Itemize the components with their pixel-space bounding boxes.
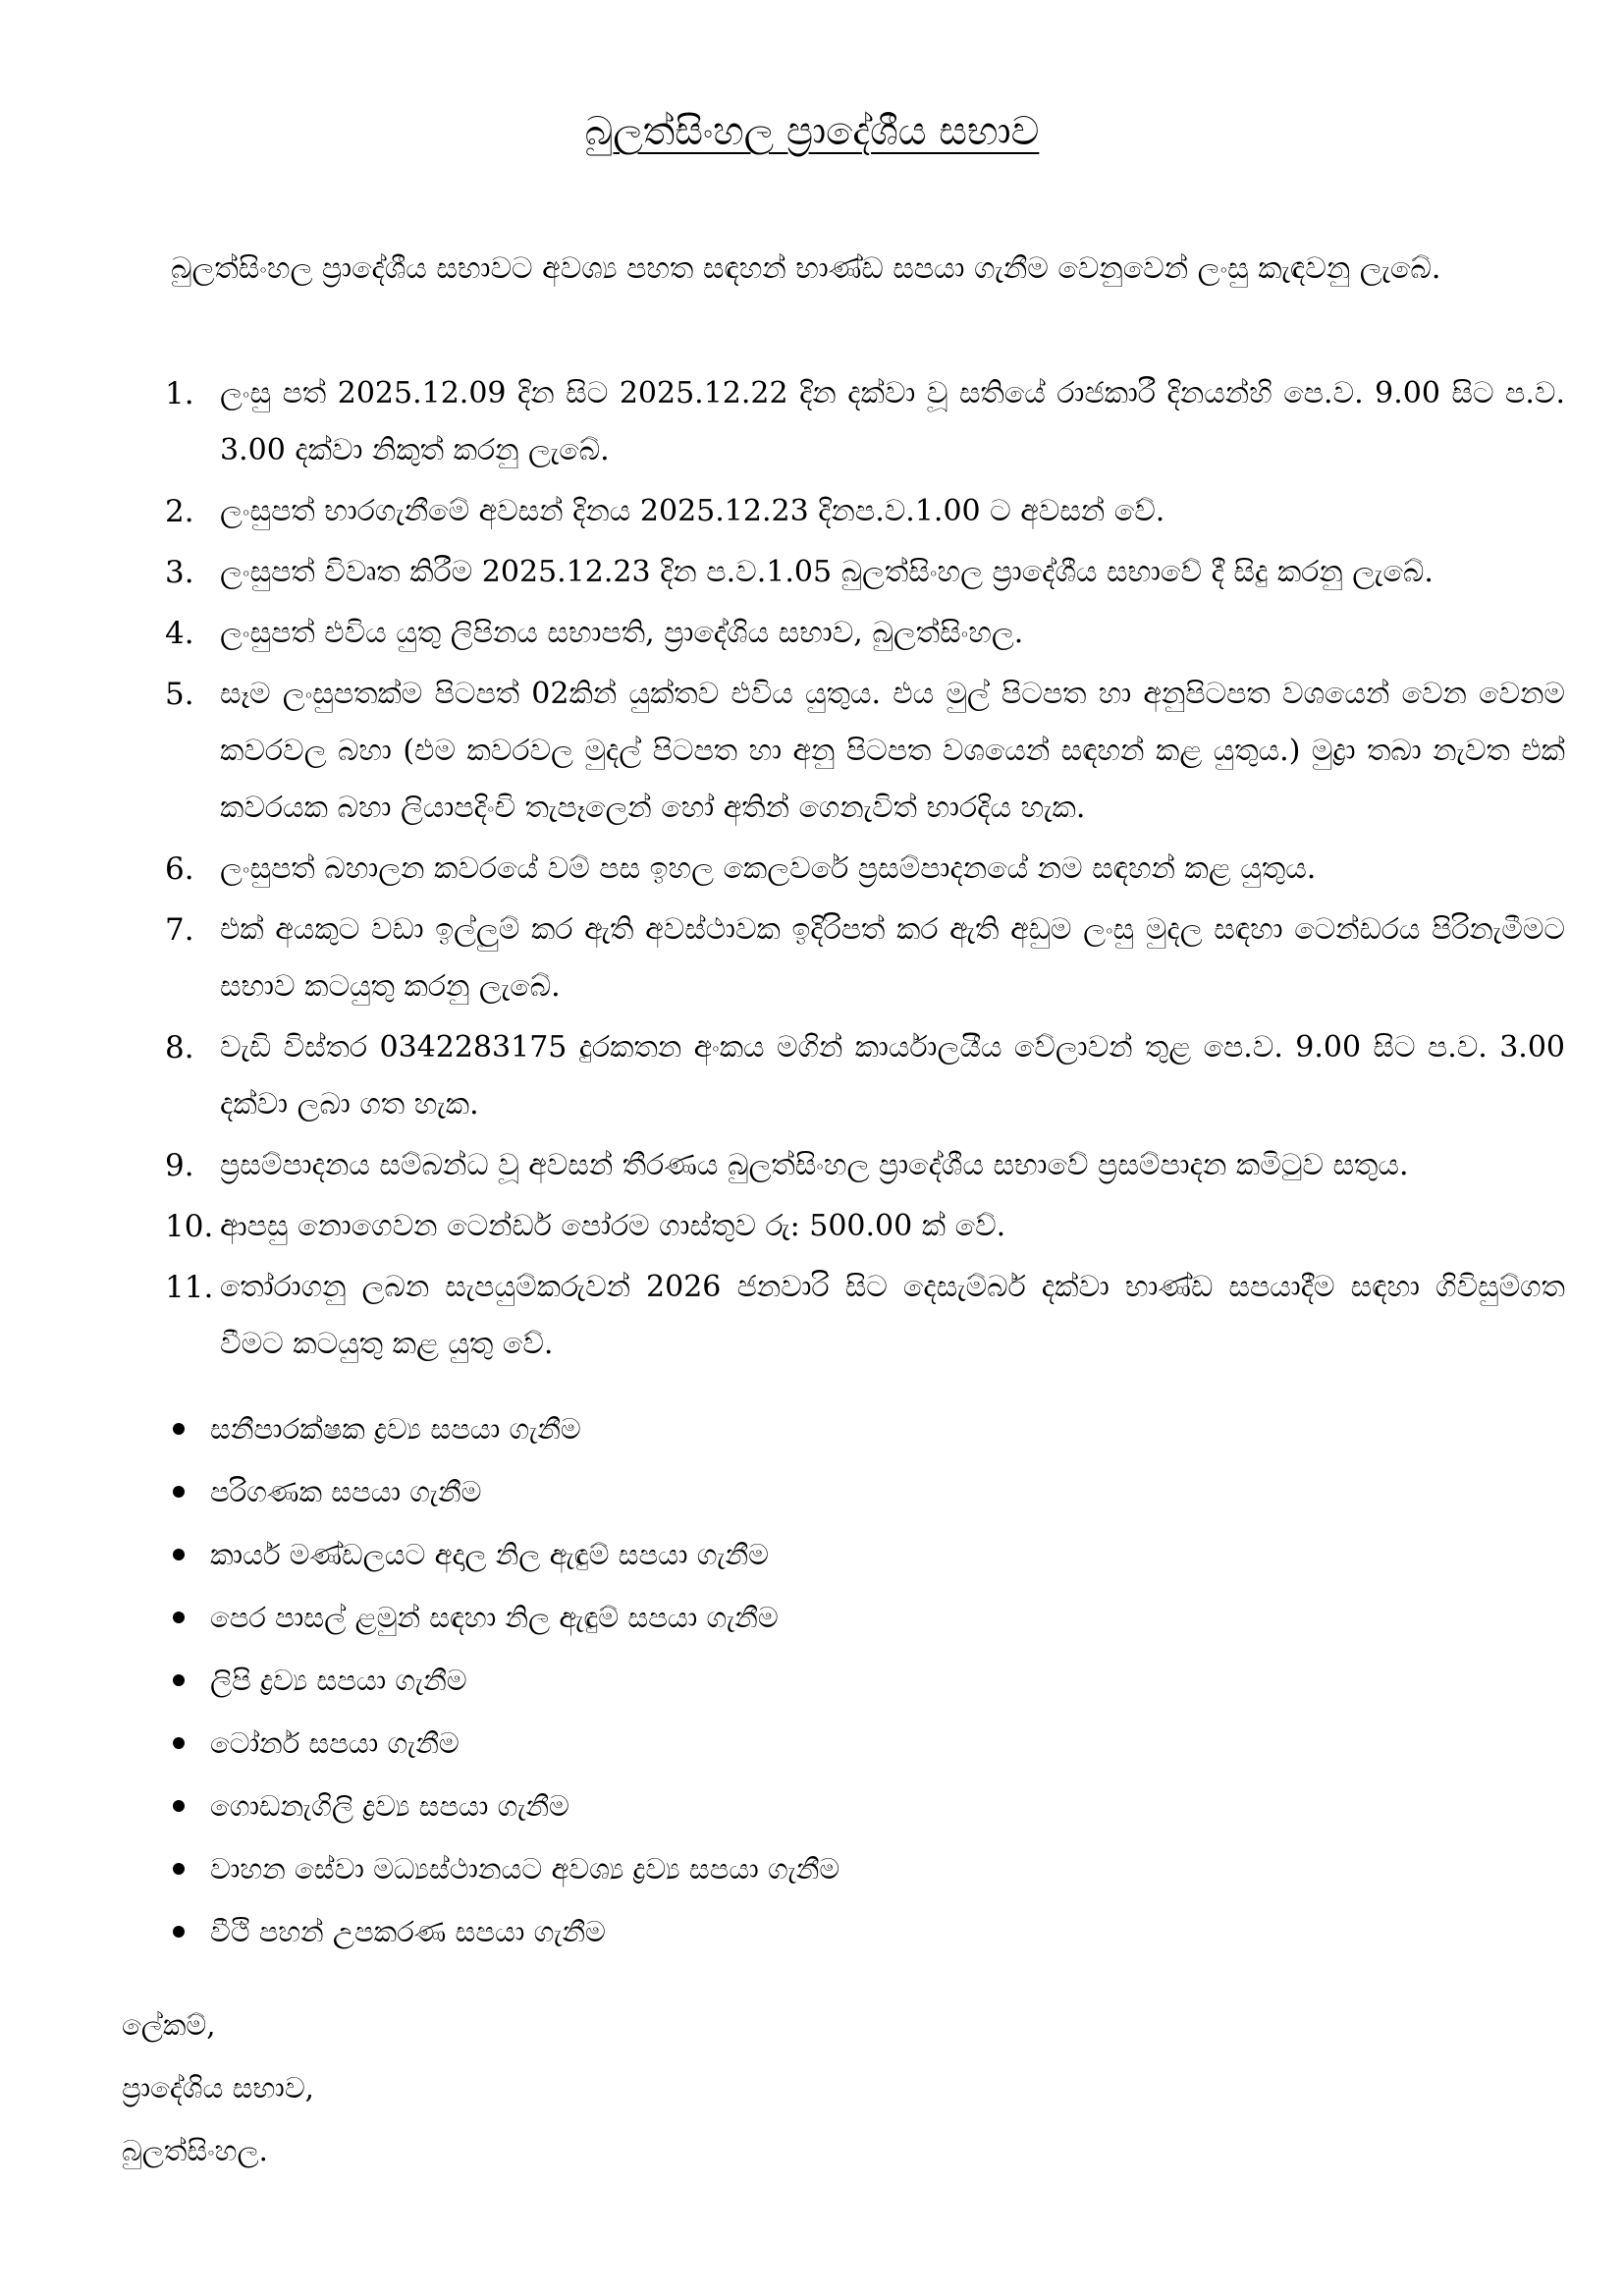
conditions-list — [165, 365, 1565, 1377]
bullet-text: ලිපි ද්‍රව්‍ය සපයා ගැනීම — [210, 1664, 467, 1697]
bullet-text: සනීපාරක්ෂක ද්‍රව්‍ය සපයා ගැනීම — [210, 1412, 581, 1446]
bullet-text: පෙර පාසල් ළමුන් සඳහා නිල ඇඳුම් සපයා ගැනීම — [210, 1601, 779, 1634]
signature-title: ලේකම්, — [122, 2008, 216, 2042]
item-number: 7. — [165, 912, 194, 948]
bullet-item — [171, 1848, 1447, 1911]
list-item — [165, 1198, 1565, 1255]
item-number: 3. — [165, 555, 194, 590]
bullet-item — [171, 1660, 1447, 1722]
signature-place: බුලත්සිංහල. — [122, 2134, 268, 2167]
bullet-text: ටෝනර් සපයා ගැනීම — [210, 1726, 460, 1760]
item-text: සෑම ලංසුපතක්ම පිටපත් 02කින් යුක්තව එවිය යුතුය. එය මුල් පිටපත හා අනුපිටපත වශයෙන් වෙන වෙනම කවරවල බහා (එම කවරවල මුදල් පිටපත හා අනු පිටපත වශයෙන් සඳහන් කළ යුතුය.) මුද්‍රා තබා නැවත එක් කවරයක බහා ලියාපදිංචි තැපෑලෙන් හෝ අතින් ගෙනැවිත් භාරදිය හැක. — [220, 677, 1565, 825]
item-text: එක් අයකුට වඩා ඉල්ලුම් කර ඇති අවස්ථාවක ඉදිරිපත් කර ඇති අඩුම ලංසු මුදල සඳහා ටෙන්ඩරය පිරිනැමීමට සභාව කටයුතු කරනු ලැබේ. — [220, 912, 1565, 1004]
bullet-text: වාහන සේවා මධ්‍යස්ථානයට අවශ්‍ය ද්‍රව්‍ය සපයා ගැනීම — [210, 1852, 840, 1886]
list-item — [165, 483, 1565, 540]
list-item — [165, 1137, 1565, 1194]
bullet-icon — [173, 1737, 185, 1749]
bullet-icon — [173, 1800, 185, 1812]
document-title: බුලත්සිංහල ප්‍රාදේශීය සභාව — [584, 109, 1040, 154]
list-item — [165, 1259, 1565, 1373]
list-item — [165, 666, 1565, 837]
bullet-item — [171, 1597, 1447, 1660]
item-number: 4. — [165, 616, 194, 651]
item-text: තෝරාගනු ලබන සැපයුම්කරුවන් 2026 ජනවාරි සිට දෙසැම්බර් දක්වා භාණ්ඩ සපයාදීම සඳහා ගිවිසුම්ගත වීමට කටයුතු කළ යුතු වේ. — [220, 1270, 1565, 1361]
item-number: 10. — [165, 1209, 214, 1244]
item-number: 6. — [165, 851, 194, 887]
signature-block — [122, 1994, 711, 2182]
item-number: 9. — [165, 1148, 194, 1183]
item-number: 1. — [165, 376, 194, 411]
bullet-icon — [173, 1674, 185, 1686]
list-item — [165, 605, 1565, 662]
item-number: 11. — [165, 1270, 214, 1305]
bullet-text: පරිගණක සපයා ගැනීම — [210, 1475, 482, 1508]
bullet-icon — [173, 1486, 185, 1498]
item-text: ලංසුපත් එවිය යුතු ලිපිනය සභාපති, ප්‍රාදේශිය සභාව, බුලත්සිංහල. — [220, 616, 1024, 650]
item-text: ලංසුපත් භාරගැනීමේ අවසන් දිනය 2025.12.23 දිනප.ව.1.00 ට අවසන් වේ. — [220, 494, 1165, 528]
bullet-icon — [173, 1549, 185, 1560]
bullet-item — [171, 1408, 1447, 1471]
item-text: ප්‍රසම්පාදනය සම්බන්ධ වූ අවසන් තීරණය බුලත්සිංහල ප්‍රාදේශීය සභාවේ ප්‍රසම්පාදන කමිටුව සතුය. — [220, 1148, 1409, 1182]
bullet-text: ගොඩනැගිලි ද්‍රව්‍ය සපයා ගැනීම — [210, 1789, 569, 1823]
item-text: වැඩි විස්තර 0342283175 දුරකතන අංකය මගින් කාර්යාලයීය වේලාවන් තුළ පෙ.ව. 9.00 සිට ප.ව. 3.00 දක්වා ලබා ගත හැක. — [220, 1030, 1565, 1121]
bullet-icon — [173, 1423, 185, 1435]
item-number: 2. — [165, 494, 194, 529]
bullet-item — [171, 1722, 1447, 1785]
list-item — [165, 902, 1565, 1015]
bullet-item — [171, 1471, 1447, 1534]
item-number: 8. — [165, 1030, 194, 1066]
list-item — [165, 365, 1565, 479]
list-item — [165, 1019, 1565, 1133]
item-number: 5. — [165, 677, 194, 712]
bullet-icon — [173, 1863, 185, 1875]
bullet-item — [171, 1911, 1447, 1974]
bullet-icon — [173, 1612, 185, 1623]
intro-paragraph: බුලත්සිංහල ප්‍රාදේශීය සභාවට අවශ්‍ය පහත සඳහන් භාණ්ඩ සපයා ගැනීම වෙනුවෙන් ලංසු කැඳවනු ලැබේ. — [171, 251, 1441, 286]
bullet-item — [171, 1534, 1447, 1597]
item-text: ලංසුපත් බහාලන කවරයේ වම් පස ඉහල කෙලවරේ ප්‍රසම්පාදනයේ නම සඳහන් කළ යුතුය. — [220, 851, 1317, 886]
item-text: ලංසු පත් 2025.12.09 දින සිට 2025.12.22 දින දක්වා වූ සතියේ රාජකාරී දිනයන්හි පෙ.ව. 9.00 සිට ප.ව. 3.00 දක්වා නිකුත් කරනු ලැබේ. — [220, 376, 1565, 467]
bullet-text: කාර්ය මණ්ඩලයට අදාල නිල ඇඳුම් සපයා ගැනීම — [210, 1538, 769, 1571]
list-item — [165, 544, 1565, 601]
list-item — [165, 841, 1565, 898]
bullet-text: වීථි පහන් උපකරණ සපයා ගැනීම — [210, 1915, 606, 1948]
goods-list — [171, 1408, 1447, 1974]
bullet-icon — [173, 1926, 185, 1938]
item-text: ලංසුපත් විවෘත කිරීම 2025.12.23 දින ප.ව.1.05 බුලත්සිංහල ප්‍රාදේශීය සභාවේ දී සිදු කරනු ලැබේ. — [220, 555, 1434, 589]
item-text: ආපසු නොගෙවන ටෙන්ඩර් පෝරම ගාස්තුව රු: 500.00 ක් වේ. — [220, 1209, 1006, 1243]
bullet-item — [171, 1785, 1447, 1848]
signature-office: ප්‍රාදේශිය සභාව, — [122, 2071, 314, 2105]
